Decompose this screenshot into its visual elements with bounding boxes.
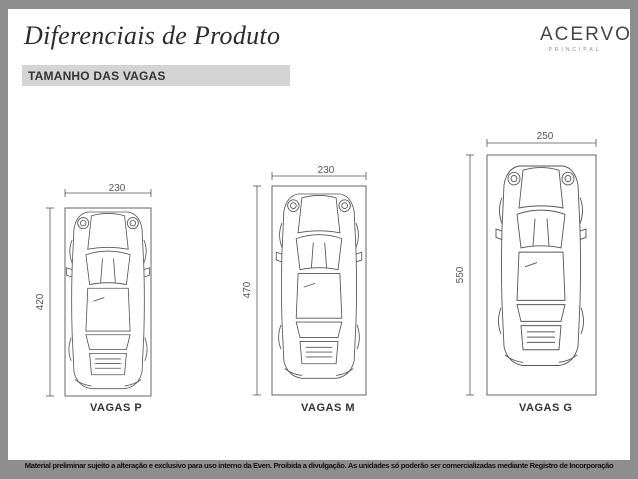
- section-label: TAMANHO DAS VAGAS: [28, 69, 166, 83]
- parking-space-medium: [253, 172, 366, 395]
- car-icon: [67, 212, 150, 389]
- space-label-small: VAGAS P: [90, 402, 143, 414]
- brand-name: ACERVO: [540, 24, 632, 45]
- brand-subtitle: PRINCIPAL: [548, 47, 602, 53]
- length-dim-large: 550: [455, 266, 466, 284]
- width-dim-small: 230: [108, 183, 126, 194]
- page-title: Diferenciais de Produto: [24, 21, 281, 50]
- length-dim-medium: 470: [242, 281, 253, 299]
- space-outline-small: [65, 208, 151, 396]
- space-label-large: VAGAS G: [519, 402, 573, 414]
- length-dim-small: 420: [35, 293, 46, 311]
- width-dim-large: 250: [536, 131, 554, 142]
- car-icon: [276, 194, 362, 378]
- footer-disclaimer: Material preliminar sujeito a alteração e exclusivo para uso interno da Even. Proibida a divulgação. As unidades só poderão ser comercializadas mediante Registro de Incorporação: [24, 461, 614, 470]
- parking-space-large: [466, 139, 596, 395]
- space-label-medium: VAGAS M: [301, 402, 356, 414]
- parking-space-small: [46, 189, 151, 396]
- car-icon: [496, 166, 586, 366]
- width-dim-medium: 230: [317, 165, 335, 176]
